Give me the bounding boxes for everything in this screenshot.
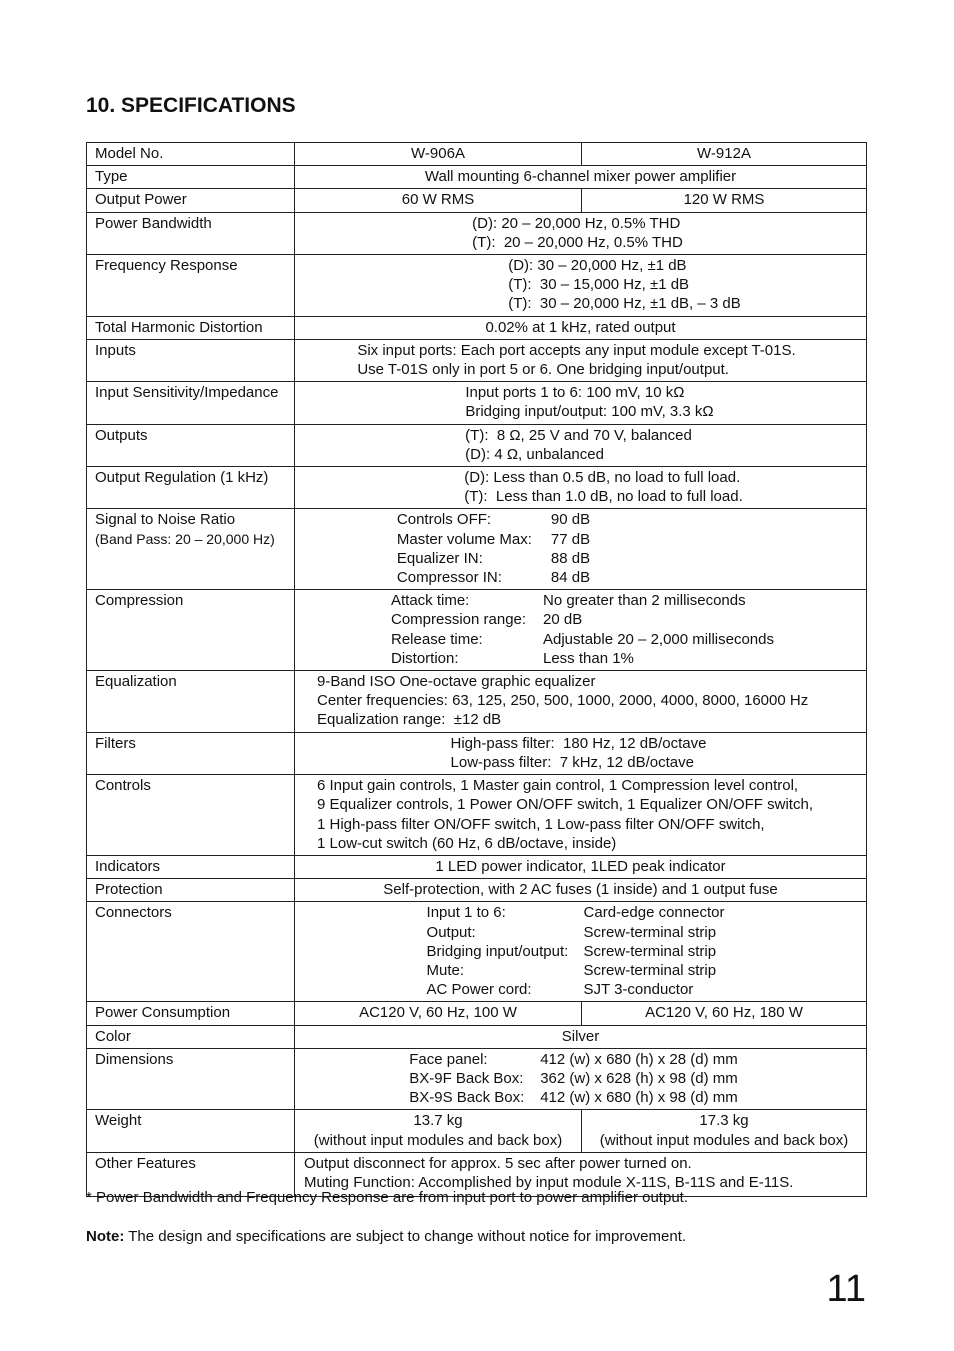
value-line: 9 Equalizer controls, 1 Power ON/OFF switch, 1 Equalizer ON/OFF switch, — [317, 796, 813, 814]
value-line: High-pass filter: 180 Hz, 12 dB/octave — [450, 734, 707, 752]
value-line: Equalization range: ±12 dB — [317, 711, 502, 729]
row-value-b: 120 W RMS — [582, 189, 867, 212]
table-row — [87, 590, 867, 671]
table-row — [87, 732, 867, 774]
table-row — [87, 382, 867, 424]
value-line: (D): Less than 0.5 dB, no load to full load. — [464, 469, 741, 487]
footnote: * Power Bandwidth and Frequency Response are from input port to power amplifier output. — [86, 1189, 688, 1206]
row-label: Power Consumption — [87, 1002, 295, 1025]
spec-item: BX-9S Back Box: 412 (w) x 680 (h) x 98 (d) mm — [409, 1089, 738, 1107]
row-label: Model No. — [87, 143, 295, 166]
row-value: 1 LED power indicator, 1LED peak indicator — [295, 855, 867, 878]
spec-item: Master volume Max: 77 dB — [396, 530, 591, 548]
value-line: Center frequencies: 63, 125, 250, 500, 1000, 2000, 4000, 8000, 16000 Hz — [317, 692, 809, 710]
spec-item: Attack time: No greater than 2 milliseconds — [391, 592, 746, 610]
table-row — [87, 775, 867, 856]
value-line: (D): 4 Ω, unbalanced — [465, 445, 604, 463]
table-row — [87, 212, 867, 254]
row-value-a: 60 W RMS — [295, 189, 582, 212]
spec-item: Release time: Adjustable 20 – 2,000 milliseconds — [391, 630, 774, 648]
spec-item: Compression range: 20 dB — [391, 611, 583, 629]
row-value: Self-protection, with 2 AC fuses (1 inside) and 1 output fuse — [295, 879, 867, 902]
table-row — [87, 189, 867, 212]
table-row — [87, 1002, 867, 1025]
row-label: Compression — [87, 590, 295, 671]
value-line: Muting Function: Accomplished by input module X-11S, B-11S and E-11S. — [304, 1173, 794, 1191]
row-label: Input Sensitivity/Impedance — [87, 382, 295, 424]
specifications-table — [86, 142, 867, 1197]
row-value: 0.02% at 1 kHz, rated output — [295, 316, 867, 339]
row-label: Signal to Noise Ratio — [95, 511, 236, 529]
row-label: Total Harmonic Distortion — [87, 316, 295, 339]
value-line: Use T-01S only in port 5 or 6. One bridging input/output. — [357, 361, 729, 379]
value-line: Six input ports: Each port accepts any input module except T-01S. — [357, 341, 796, 359]
row-label: Protection — [87, 879, 295, 902]
value-line: Bridging input/output: 100 mV, 3.3 kΩ — [465, 403, 714, 421]
weight-w906a: 13.7 kg — [413, 1112, 463, 1130]
row-label: Output Power — [87, 189, 295, 212]
row-label: Other Features — [87, 1152, 295, 1196]
row-sublabel: (Band Pass: 20 – 20,000 Hz) — [95, 530, 275, 547]
table-row — [87, 1025, 867, 1048]
value-line: (T): 30 – 15,000 Hz, ±1 dB — [508, 276, 690, 294]
model-w906a: W-906A — [295, 143, 582, 166]
spec-item: BX-9F Back Box: 362 (w) x 628 (h) x 98 (d) mm — [409, 1069, 738, 1087]
row-label: Frequency Response — [87, 255, 295, 317]
weight-w912a: 17.3 kg — [699, 1112, 749, 1130]
table-row — [87, 1110, 867, 1152]
value-line: Low-pass filter: 7 kHz, 12 dB/octave — [450, 753, 694, 771]
spec-item: Distortion: Less than 1% — [391, 649, 634, 667]
row-label: Outputs — [87, 424, 295, 466]
row-label: Output Regulation (1 kHz) — [87, 467, 295, 509]
row-value-b: AC120 V, 60 Hz, 180 W — [582, 1002, 867, 1025]
value-line: (T): 8 Ω, 25 V and 70 V, balanced — [465, 426, 692, 444]
value-line: (T): 20 – 20,000 Hz, 0.5% THD — [472, 233, 683, 251]
table-row — [87, 509, 867, 590]
value-line: 1 High-pass filter ON/OFF switch, 1 Low-pass filter ON/OFF switch, — [317, 815, 765, 833]
row-label: Weight — [87, 1110, 295, 1152]
table-row — [87, 902, 867, 1002]
table-row — [87, 855, 867, 878]
table-row — [87, 1048, 867, 1110]
table-row — [87, 166, 867, 189]
weight-w906a-note: (without input modules and back box) — [313, 1131, 563, 1149]
spec-item: Mute: Screw-terminal strip — [426, 961, 717, 979]
spec-item: Equalizer IN: 88 dB — [396, 549, 591, 567]
value-line: 1 Low-cut switch (60 Hz, 6 dB/octave, inside) — [317, 834, 617, 852]
value-line: (T): 30 – 20,000 Hz, ±1 dB, – 3 dB — [508, 295, 741, 313]
row-value: Wall mounting 6-channel mixer power amplifier — [295, 166, 867, 189]
table-row — [87, 339, 867, 381]
row-label: Equalization — [87, 671, 295, 733]
note — [86, 1228, 686, 1245]
note-label: Note: — [86, 1228, 125, 1245]
row-label: Controls — [87, 775, 295, 856]
value-line: Output disconnect for approx. 5 sec after power turned on. — [304, 1154, 692, 1172]
table-row — [87, 424, 867, 466]
table-row — [87, 316, 867, 339]
spec-item: Compressor IN: 84 dB — [396, 569, 591, 587]
page-number: 11 — [826, 1268, 866, 1310]
row-label: Connectors — [87, 902, 295, 1002]
row-label: Power Bandwidth — [87, 212, 295, 254]
value-line: Input ports 1 to 6: 100 mV, 10 kΩ — [465, 384, 685, 402]
table-row — [87, 467, 867, 509]
row-label: Type — [87, 166, 295, 189]
model-w912a: W-912A — [582, 143, 867, 166]
spec-item: Controls OFF: 90 dB — [396, 511, 591, 529]
row-value-a: AC120 V, 60 Hz, 100 W — [295, 1002, 582, 1025]
spec-item: Bridging input/output: Screw-terminal strip — [426, 942, 717, 960]
value-line: (D): 20 – 20,000 Hz, 0.5% THD — [472, 214, 681, 232]
value-line: 9-Band ISO One-octave graphic equalizer — [317, 673, 596, 691]
table-row — [87, 671, 867, 733]
row-label: Indicators — [87, 855, 295, 878]
table-row — [87, 879, 867, 902]
row-label: Color — [87, 1025, 295, 1048]
spec-item: AC Power cord: SJT 3-conductor — [426, 981, 694, 999]
row-label: Filters — [87, 732, 295, 774]
value-line: 6 Input gain controls, 1 Master gain control, 1 Compression level control, — [317, 777, 799, 795]
value-line: (T): Less than 1.0 dB, no load to full load. — [464, 488, 743, 506]
spec-item: Output: Screw-terminal strip — [426, 923, 717, 941]
note-text: The design and specifications are subject to change without notice for improvement. — [124, 1228, 687, 1245]
table-row — [87, 143, 867, 166]
spec-item: Input 1 to 6: Card-edge connector — [426, 904, 725, 922]
spec-item: Face panel: 412 (w) x 680 (h) x 28 (d) mm — [409, 1050, 738, 1068]
row-label: Dimensions — [87, 1048, 295, 1110]
value-line: (D): 30 – 20,000 Hz, ±1 dB — [508, 257, 687, 275]
weight-w912a-note: (without input modules and back box) — [599, 1131, 849, 1149]
row-value: Silver — [295, 1025, 867, 1048]
row-label: Inputs — [87, 339, 295, 381]
table-row — [87, 255, 867, 317]
page-title: 10. SPECIFICATIONS — [86, 94, 296, 117]
